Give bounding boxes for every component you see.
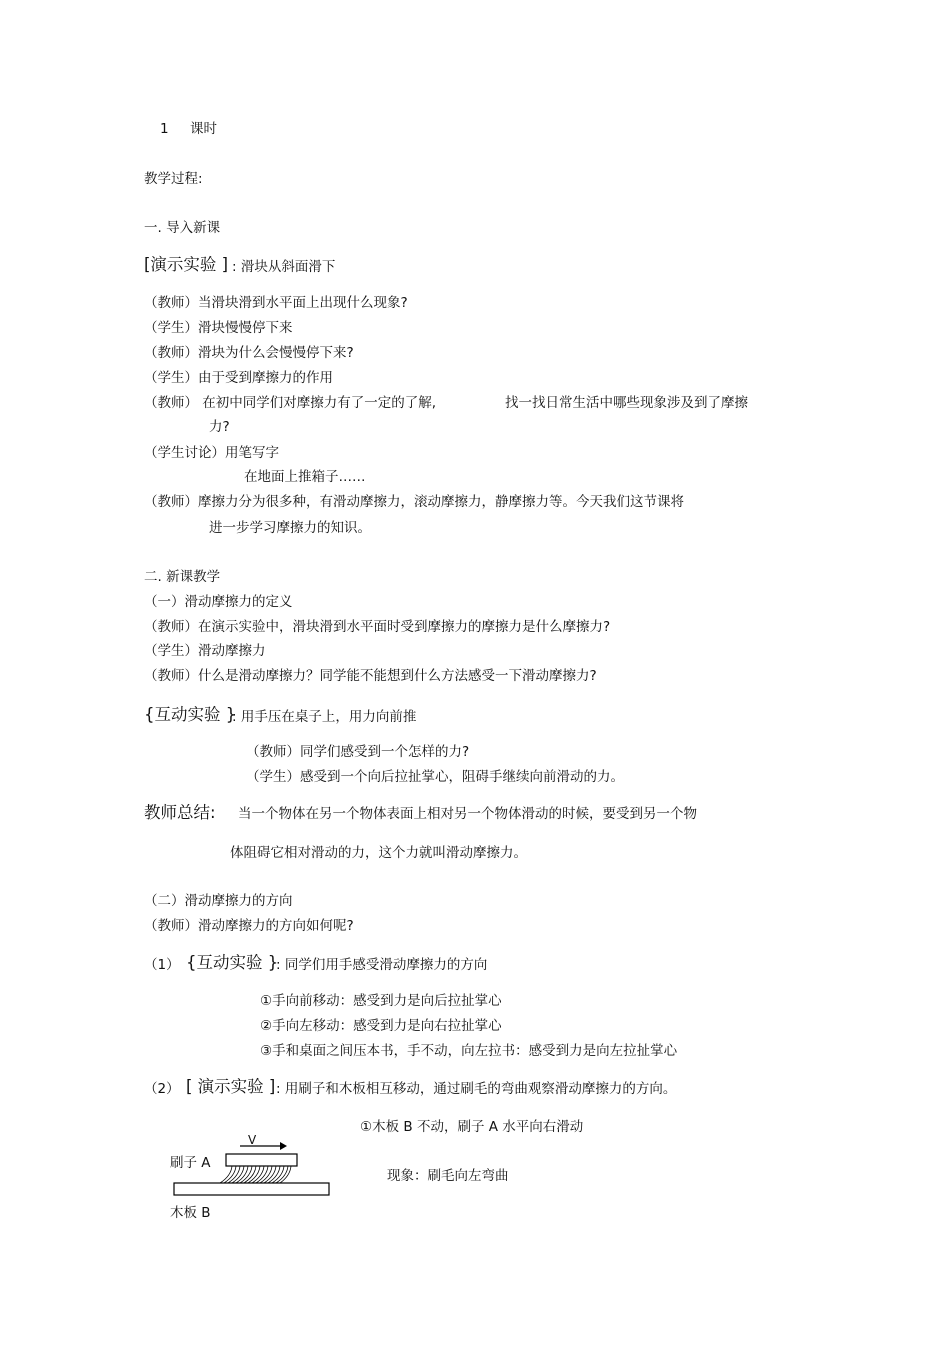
section2-title: 二. 新课教学 <box>144 569 221 585</box>
dialog-line: （学生）由于受到摩擦力的作用 <box>144 370 333 386</box>
board-b <box>174 1183 329 1195</box>
brush-board-diagram <box>170 1135 340 1200</box>
dialog-line: （教师）什么是滑动摩擦力？同学能不能想到什么方法感受一下滑动摩擦力? <box>144 668 597 684</box>
brush-label: 刷子 A <box>170 1155 211 1171</box>
dialog-line: 力? <box>209 419 230 435</box>
exp2-text: : 用刷子和木板相互移动，通过刷毛的弯曲观察滑动摩擦力的方向。 <box>276 1081 677 1097</box>
summary-line: 当一个物体在另一个物体表面上相对另一个物体滑动的时候，要受到另一个物 <box>238 806 697 822</box>
exp1-item: ②手向左移动：感受到力是向右拉扯掌心 <box>260 1018 502 1034</box>
exp2-phenomenon: 现象：刷毛向左弯曲 <box>387 1168 509 1184</box>
brush-a <box>226 1154 297 1166</box>
lesson-label: 课时 <box>190 121 217 137</box>
dialog-line: 找一找日常生活中哪些现象涉及到了摩擦 <box>505 395 748 411</box>
dialog-line: （学生）滑块慢慢停下来 <box>144 320 293 336</box>
demo-tag: [演示实验 ] <box>144 255 229 274</box>
dialog-line: 进一步学习摩擦力的知识。 <box>209 520 371 536</box>
exp2-number: （2） <box>144 1081 180 1097</box>
exp2-case: ①木板 B 不动，刷子 A 水平向右滑动 <box>360 1119 584 1135</box>
lesson-number: 1 <box>160 121 169 137</box>
section1-title: 一. 导入新课 <box>144 220 221 236</box>
exp2-tag: [ 演示实验 ] <box>186 1077 276 1096</box>
interact-text: : 用手压在桌子上，用力向前推 <box>232 709 417 725</box>
velocity-arrow-icon <box>240 1142 287 1150</box>
dialog-line: （教师）在演示实验中，滑块滑到水平面时受到摩擦力的摩擦力是什么摩擦力? <box>144 619 611 635</box>
dialog-line: 在地面上推箱子…… <box>244 469 366 485</box>
exp1-text: : 同学们用手感受滑动摩擦力的方向 <box>276 957 488 973</box>
exp1-item: ③手和桌面之间压本书，手不动，向左拉书：感受到力是向左拉扯掌心 <box>260 1043 678 1059</box>
dialog-line: （教师）当滑块滑到水平面上出现什么现象? <box>144 295 408 311</box>
board-label: 木板 B <box>170 1205 211 1221</box>
dialog-line: （教师） 在初中同学们对摩擦力有了一定的了解, <box>144 395 437 411</box>
dialog-line: （学生）感受到一个向后拉扯掌心，阻碍手继续向前滑动的力。 <box>246 769 624 785</box>
dialog-line: （学生讨论）用笔写字 <box>144 445 279 461</box>
sub2-question: （教师）滑动摩擦力的方向如何呢? <box>144 918 354 934</box>
dialog-line: （教师）滑块为什么会慢慢停下来? <box>144 345 354 361</box>
exp1-number: （1） <box>144 957 180 973</box>
process-title: 教学过程: <box>144 171 203 187</box>
dialog-line: （教师）同学们感受到一个怎样的力? <box>246 744 470 760</box>
brush-bristles <box>220 1166 291 1183</box>
interact-tag: {互动实验 } <box>144 705 237 724</box>
sub2-title: （二）滑动摩擦力的方向 <box>144 893 293 909</box>
summary-line: 体阻碍它相对滑动的力，这个力就叫滑动摩擦力。 <box>230 845 527 861</box>
velocity-label: V <box>248 1133 257 1147</box>
dialog-line: （学生）滑动摩擦力 <box>144 643 266 659</box>
dialog-line: （教师）摩擦力分为很多种，有滑动摩擦力，滚动摩擦力，静摩擦力等。今天我们这节课将 <box>144 494 684 510</box>
exp1-tag: {互动实验 } <box>186 953 279 972</box>
dialog-line: （一）滑动摩擦力的定义 <box>144 594 293 610</box>
summary-tag: 教师总结: <box>144 803 216 822</box>
exp1-item: ①手向前移动：感受到力是向后拉扯掌心 <box>260 993 502 1009</box>
demo-text: : 滑块从斜面滑下 <box>232 259 336 275</box>
